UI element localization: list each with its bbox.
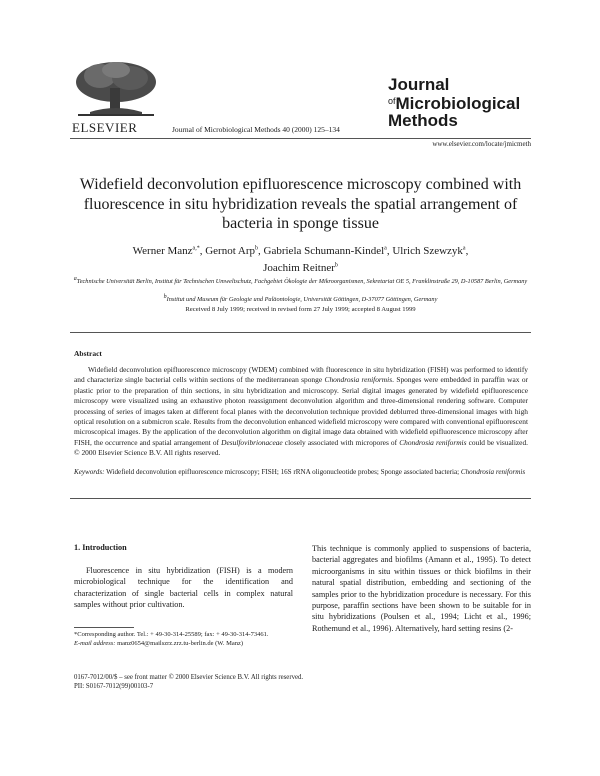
journal-title-block: [388, 76, 520, 129]
author: Werner Manz$^{a,*}$,: [132, 244, 206, 257]
author: Gabriela Schumann-Kindel$^a$,: [263, 244, 393, 257]
author: Ulrich Szewzyk$^a$,: [392, 244, 469, 257]
affiliation-a: $^a$Technische Universität Berlin, Institut für Technischen Umweltschutz, Fachgebiet Ökologie der Mikroorganismen, Sekretariat OE 5, Franklinstraße 29, D-10587 Berlin, Germany: [73, 276, 528, 286]
journal-title-of: of: [388, 96, 396, 106]
journal-reference: Journal of Microbiological Methods 40 (2000) 125–134: [172, 125, 340, 134]
journal-title-line1: Journal: [388, 75, 450, 94]
author-list: [70, 241, 531, 276]
body-column-right: This technique is commonly applied to suspensions of bacteria, bacterial aggregates and biofilms (Amann et al., 1995). To detect microorganisms in situ within tissues or thick biofilms in their natural spatial distribution, embedding and sectioning of the samples prior to the hybridization procedure is necessary. For this purpose, paraffin sections have been shown to be suitable for in situ hybridizations (Poulsen et al., 1994; Licht et al., 1996; Rothemund et al., 1996). Alternatively, hard setting resins (2-: [312, 544, 531, 633]
abstract-bottom-rule: [70, 498, 531, 499]
abstract-heading: Abstract: [74, 349, 102, 358]
section-heading-introduction: 1. Introduction: [74, 543, 127, 552]
abstract-top-rule: [70, 332, 531, 333]
keywords: Keywords: Widefield deconvolution epifluorescence microscopy; FISH; 16S rRNA oligonucleotide probes; Sponge associated bacteria; Chondrosia reniformis: [74, 468, 526, 476]
footnote-corresponding: *Corresponding author. Tel.: + 49-30-314-25589; fax: + 49-30-314-73461.: [74, 631, 269, 638]
footnote-rule: [74, 627, 134, 628]
footnote: [74, 630, 296, 648]
article-title: Widefield deconvolution epifluorescence microscopy combined with fluorescence in situ hybridization reveals the spatial arrangement of bacteria in sponge tissue: [79, 176, 522, 232]
publisher-name: ELSEVIER: [72, 120, 138, 135]
journal-url[interactable]: www.elsevier.com/locate/jmicmeth: [432, 140, 531, 148]
body-column-left: Fluorescence in situ hybridization (FISH) is a modern microbiological technique for the identification and characterization of single bacterial cells in complex natural samples without prior cultivation.: [74, 566, 293, 610]
copyright-block: [74, 673, 303, 691]
journal-title-line3: Methods: [388, 111, 458, 130]
affiliation-b: $^b$Institut und Museum für Geologie und Paläontologie, Universität Göttingen, D-37077 Göttingen, Germany: [163, 294, 438, 304]
abstract-text: Widefield deconvolution epifluorescence microscopy (WDEM) combined with fluorescence in situ hybridization (FISH) was performed to identify and characterize single bacterial cells within sections of the mediterranean sponge Chondrosia reniformis. Sponges were embedded in paraffin wax or plastic prior to the preparation of thin sections, in situ hybridization and microscopy. Serial digital images generated by widefield epifluorescence microscopy were visualized using an exhaustive photon reassignment deconvolution algorithm and three-dimensional rendering software. Computer processing of series of images taken at different focal planes with the deconvolution technique provided deblurred three-dimensional images with high optical resolution on a submicron scale. Results from the deconvolution enhanced widefield microscopy were compared with conventional epifluorescent microscopical images. By the application of the deconvolution algorithm on digital image data obtained with widefield epifluorescence microscopy after FISH, the occurrence and spatial arrangement of Desulfovibrionaceae closely associated with micropores of Chondrosia reniformis could be visualized. © 2000 Elsevier Science B.V. All rights reserved.: [74, 365, 528, 458]
masthead-rule: [70, 138, 531, 139]
author: Gernot Arp$^b$,: [205, 244, 264, 257]
author: Joachim Reitner$^b$: [263, 262, 338, 275]
pii-line: PII: S0167-7012(99)00103-7: [74, 683, 154, 691]
received-dates: Received 8 July 1999; received in revised form 27 July 1999; accepted 8 August 1999: [185, 306, 416, 313]
footnote-email: E-mail address: manz0654@mailszrz.zrz.tu-berlin.de (W. Manz): [74, 640, 244, 647]
journal-title-line2: Microbiological: [395, 94, 521, 113]
issn-line: 0167-7012/00/$ – see front matter © 2000 Elsevier Science B.V. All rights reserved.: [74, 674, 304, 681]
